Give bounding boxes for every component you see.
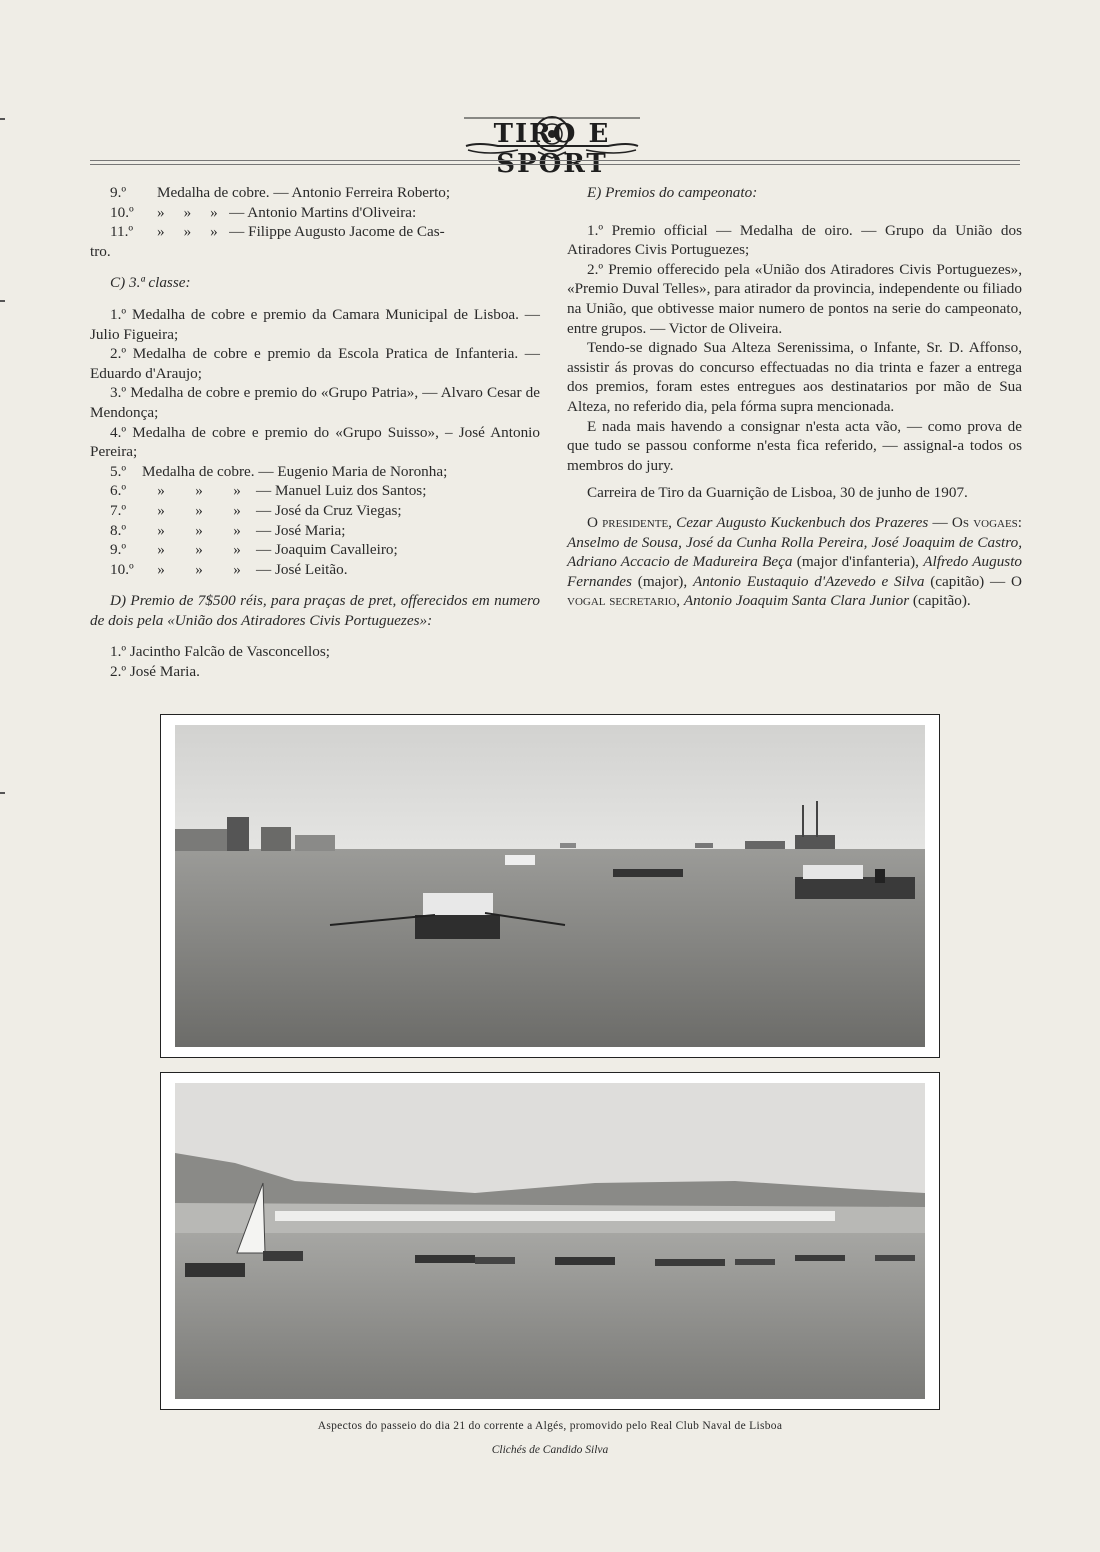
prize-row	[90, 560, 540, 580]
body-paragraph: E nada mais havendo a consignar n'esta acta vão, — como prova de que tudo se passou conforme n'esta fica referido, — assignal-a todos os membros do jury.	[567, 417, 1022, 474]
ditto-mark: »	[195, 521, 203, 539]
row-number: 11.º	[110, 223, 134, 241]
prize-paragraph: 2.º Medalha de cobre e premio da Escola Pratica de Infanteria. — Eduardo d'Araujo;	[90, 345, 540, 382]
body-paragraph: 2.º Premio offerecido pela «União dos Atiradores Civis Portuguezes», «Premio Duval Telles», para atirador da provincia, independente ou filiado na União, que obtivesse maior numero de pontos na serie do campeonato, entre grupos. — Victor de Oliveira.	[567, 260, 1022, 337]
photo-credit: Clichés de Candido Silva	[491, 1444, 609, 1456]
row-text: — Manuel Luiz dos Santos;	[256, 482, 427, 500]
ditto-mark: »	[157, 482, 165, 500]
member-rank: (major d'infanteria),	[796, 553, 919, 571]
signatures	[567, 513, 1022, 611]
row-number: 9.º	[110, 541, 127, 559]
ditto-mark: »	[195, 501, 203, 519]
section-heading-c: C) 3.ª classe:	[110, 274, 191, 292]
secretary-name: Antonio Joaquim Santa Clara Junior	[683, 592, 910, 610]
page-edge-mark	[0, 792, 5, 794]
row-text: » » » — Filippe Augusto Jacome de Cas-	[157, 223, 445, 241]
place-date: Carreira de Tiro da Guarnição de Lisboa, 30 de junho de 1907.	[587, 484, 968, 502]
president-name: Cezar Augusto Kuckenbuch dos Prazeres	[676, 513, 929, 531]
ditto-mark: »	[233, 501, 241, 519]
row-number: 5.º	[110, 462, 127, 480]
section-heading-d: D) Premio de 7$500 réis, para praças de pret, offerecidos em numero de dois pela «União dos Atiradores Civis Portuguezes»:	[90, 592, 540, 629]
ditto-mark: »	[233, 541, 241, 559]
row-text: — José Maria;	[256, 521, 346, 539]
row-number: 6.º	[110, 482, 127, 500]
member-rank: (capitão).	[912, 592, 971, 610]
row-number: 8.º	[110, 521, 127, 539]
header-rule	[90, 160, 1020, 161]
body-paragraph: Tendo-se dignado Sua Alteza Serenissima, o Infante, Sr. D. Affonso, assistir ás provas do concurso effectuadas no dia trinta e fazer a entrega dos premios, foram estes entregues aos destinatarios por mão de Sua Alteza, no referido dia, pela fórma supra mencionada.	[567, 339, 1022, 415]
prize-row	[90, 501, 540, 521]
ditto-mark: »	[195, 541, 203, 559]
prize-paragraph: 4.º Medalha de cobre e premio do «Grupo Suisso», – José Antonio Pereira;	[90, 423, 540, 461]
row-continuation: tro.	[90, 242, 111, 260]
header-rule	[90, 164, 1020, 165]
body-paragraph: 1.º Premio official — Medalha de oiro. — Grupo da União dos Atiradores Civis Portuguezes;	[567, 221, 1022, 259]
prize-row	[90, 521, 540, 541]
ditto-mark: »	[233, 482, 241, 500]
harbour-scene-image	[175, 1083, 925, 1399]
masthead-logo	[458, 112, 646, 160]
prize-row	[90, 481, 540, 501]
row-text: — Joaquim Cavalleiro;	[256, 541, 398, 559]
president-label: O presidente,	[587, 513, 672, 531]
row-text: » » » — Antonio Martins d'Oliveira:	[157, 203, 417, 221]
ditto-mark: »	[233, 560, 241, 578]
right-column	[567, 183, 1022, 611]
prize-item: 2.º José Maria.	[110, 663, 200, 681]
photo-harbour-sailboat	[160, 1072, 940, 1410]
row-text: — José da Cruz Viegas;	[256, 501, 402, 519]
ditto-mark: »	[195, 560, 203, 578]
prize-paragraph: 1.º Medalha de cobre e premio da Camara Municipal de Lisboa. — Julio Figueira;	[90, 305, 540, 343]
masthead-title: TIRO E	[493, 119, 611, 149]
ditto-mark: »	[157, 560, 165, 578]
rowing-scene-image	[175, 725, 925, 1047]
member-names: Antonio Eustaquio d'Azevedo e Silva	[692, 572, 925, 590]
row-number: 10.º	[110, 203, 134, 221]
row-number: 10.º	[110, 560, 134, 578]
row-number: 7.º	[110, 501, 127, 519]
ditto-mark: »	[195, 482, 203, 500]
section-heading-e: E) Premios do campeonato:	[587, 184, 758, 201]
prize-row	[90, 540, 540, 560]
row-text: — José Leitão.	[256, 560, 348, 578]
row-number: 9.º	[110, 184, 127, 201]
ditto-mark: »	[233, 521, 241, 539]
member-names: Anselmo de Sousa, José da Cunha Rolla Pereira, José Joaquim de Castro, Adriano Accacio de Madureira Beça	[567, 533, 1022, 571]
member-names: Alfredo Augusto Fernandes	[567, 553, 1023, 590]
prize-row	[90, 203, 540, 223]
page-edge-mark	[0, 300, 5, 302]
left-column	[90, 183, 540, 682]
prize-item: 1.º Jacintho Falcão de Vasconcellos;	[110, 643, 330, 661]
ditto-mark: »	[157, 521, 165, 539]
secretary-label: O vogal secretario,	[567, 572, 1022, 610]
member-rank: (major),	[637, 572, 688, 590]
page-edge-mark	[0, 118, 5, 120]
prize-row	[90, 462, 540, 482]
row-text: Medalha de cobre. — Antonio Ferreira Roberto;	[157, 184, 451, 201]
prize-row	[90, 183, 540, 203]
ditto-mark: »	[157, 541, 165, 559]
row-text: Medalha de cobre. — Eugenio Maria de Noronha;	[142, 462, 448, 480]
ditto-mark: »	[157, 501, 165, 519]
prize-paragraph: 3.º Medalha de cobre e premio do «Grupo Patria», — Alvaro Cesar de Mendonça;	[90, 384, 540, 421]
prize-row	[90, 222, 540, 242]
members-label: — Os vogaes:	[932, 513, 1023, 531]
member-rank: (capitão) —	[930, 572, 1006, 590]
photo-caption: Aspectos do passeio do dia 21 do corrente a Algés, promovido pelo Real Club Naval de Lisboa	[317, 1420, 783, 1432]
photo-rowing-boats	[160, 714, 940, 1058]
